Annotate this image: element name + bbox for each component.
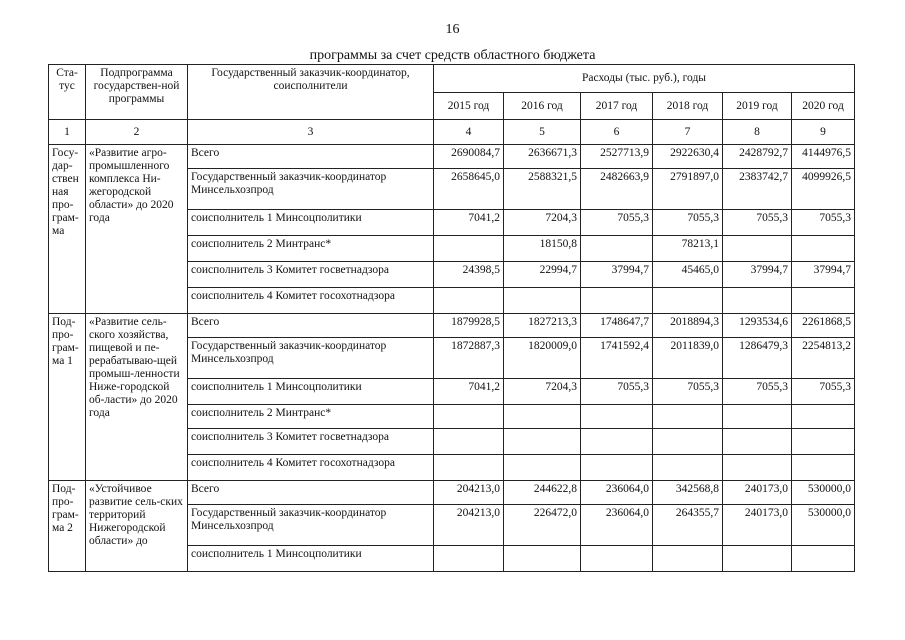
column-index: 2 [86,120,188,145]
amount-cell [504,288,581,314]
amount-cell: 37994,7 [581,262,653,288]
amount-cell [653,288,723,314]
amount-cell: 24398,5 [434,262,504,288]
amount-cell: 530000,0 [792,505,855,546]
header-year: 2016 год [504,93,581,120]
amount-cell [504,405,581,429]
executor-cell: соисполнитель 4 Комитет госохотнадзора [188,455,434,481]
amount-cell [723,546,792,572]
executor-cell: соисполнитель 2 Минтранс* [188,405,434,429]
amount-cell: 2791897,0 [653,169,723,210]
amount-cell: 45465,0 [653,262,723,288]
column-index: 6 [581,120,653,145]
amount-cell: 2690084,7 [434,145,504,169]
amount-cell: 1827213,3 [504,314,581,338]
amount-cell: 204213,0 [434,481,504,505]
amount-cell [581,288,653,314]
amount-cell: 342568,8 [653,481,723,505]
amount-cell: 18150,8 [504,236,581,262]
amount-cell: 2011839,0 [653,338,723,379]
column-index: 5 [504,120,581,145]
amount-cell [434,288,504,314]
header-year: 2017 год [581,93,653,120]
amount-cell: 4144976,5 [792,145,855,169]
table-caption: программы за счет средств областного бюджета [309,48,596,63]
amount-cell [581,429,653,455]
amount-cell [792,236,855,262]
executor-cell: соисполнитель 3 Комитет госветнадзора [188,429,434,455]
amount-cell: 236064,0 [581,481,653,505]
column-index-row [49,120,855,145]
amount-cell [504,455,581,481]
column-index: 8 [723,120,792,145]
amount-cell: 2018894,3 [653,314,723,338]
amount-cell [434,546,504,572]
amount-cell [792,405,855,429]
column-index: 1 [49,120,86,145]
budget-table [48,64,855,572]
amount-cell [581,236,653,262]
program-cell: «Устойчивое развитие сель-ских территорий Нижегородской области» до [86,481,188,572]
amount-cell [434,429,504,455]
executor-cell: Всего [188,314,434,338]
amount-cell: 240173,0 [723,505,792,546]
executor-cell: соисполнитель 3 Комитет госветнадзора [188,262,434,288]
amount-cell: 7204,3 [504,210,581,236]
executor-cell: соисполнитель 1 Минсоцполитики [188,546,434,572]
amount-cell: 204213,0 [434,505,504,546]
amount-cell: 37994,7 [723,262,792,288]
amount-cell: 4099926,5 [792,169,855,210]
amount-cell: 7055,3 [792,210,855,236]
amount-cell: 2383742,7 [723,169,792,210]
page-number: 16 [445,22,460,37]
amount-cell [581,546,653,572]
amount-cell: 1293534,6 [723,314,792,338]
status-cell: Под-про-грам-ма 1 [49,314,86,481]
amount-cell: 7055,3 [723,379,792,405]
amount-cell: 2527713,9 [581,145,653,169]
amount-cell: 22994,7 [504,262,581,288]
amount-cell: 2428792,7 [723,145,792,169]
amount-cell [723,429,792,455]
header-status: Ста-тус [49,65,86,120]
column-index: 9 [792,120,855,145]
header-subprogram: Подпрограмма государствен-ной программы [86,65,188,120]
amount-cell: 2922630,4 [653,145,723,169]
amount-cell [653,429,723,455]
amount-cell [581,405,653,429]
amount-cell: 226472,0 [504,505,581,546]
amount-cell: 7041,2 [434,379,504,405]
amount-cell: 7055,3 [653,210,723,236]
amount-cell: 1286479,3 [723,338,792,379]
amount-cell [792,546,855,572]
executor-cell: Государственный заказчик-координатор Минсельхозпрод [188,505,434,546]
program-cell: «Развитие сель-ского хозяйства, пищевой и пе-рерабатываю-щей промыш-ленности Ниже-городской об-ласти» до 2020 года [86,314,188,481]
amount-cell: 2254813,2 [792,338,855,379]
amount-cell: 2636671,3 [504,145,581,169]
amount-cell [653,546,723,572]
executor-cell: Всего [188,145,434,169]
status-cell: Госу-дар-ствен ная про-грам-ма [49,145,86,314]
amount-cell [581,455,653,481]
amount-cell: 1879928,5 [434,314,504,338]
amount-cell: 1820009,0 [504,338,581,379]
header-year: 2019 год [723,93,792,120]
amount-cell: 7055,3 [653,379,723,405]
amount-cell: 78213,1 [653,236,723,262]
program-cell: «Развитие агро-промышленного комплекса Ни-жегородской области» до 2020 года [86,145,188,314]
column-index: 3 [188,120,434,145]
amount-cell [434,236,504,262]
amount-cell: 1872887,3 [434,338,504,379]
header-customer: Государственный заказчик-координатор, соисполнители [188,65,434,120]
executor-cell: соисполнитель 4 Комитет госохотнадзора [188,288,434,314]
amount-cell: 7041,2 [434,210,504,236]
amount-cell: 240173,0 [723,481,792,505]
amount-cell: 7055,3 [581,210,653,236]
column-index: 7 [653,120,723,145]
amount-cell [792,429,855,455]
amount-cell: 530000,0 [792,481,855,505]
amount-cell: 2658645,0 [434,169,504,210]
executor-cell: соисполнитель 2 Минтранс* [188,236,434,262]
table-row [49,314,855,338]
table-row [49,481,855,505]
amount-cell [723,236,792,262]
executor-cell: Государственный заказчик-координатор Минсельхозпрод [188,338,434,379]
amount-cell [723,405,792,429]
header-expenses: Расходы (тыс. руб.), годы [434,65,855,93]
executor-cell: соисполнитель 1 Минсоцполитики [188,379,434,405]
amount-cell [434,405,504,429]
amount-cell: 7204,3 [504,379,581,405]
amount-cell: 1741592,4 [581,338,653,379]
amount-cell: 236064,0 [581,505,653,546]
amount-cell: 7055,3 [723,210,792,236]
table-row [49,145,855,169]
amount-cell: 2482663,9 [581,169,653,210]
amount-cell [653,455,723,481]
header-year: 2015 год [434,93,504,120]
amount-cell [504,429,581,455]
executor-cell: Государственный заказчик-координатор Минсельхозпрод [188,169,434,210]
amount-cell: 2261868,5 [792,314,855,338]
amount-cell [792,288,855,314]
header-year: 2020 год [792,93,855,120]
amount-cell: 244622,8 [504,481,581,505]
amount-cell: 37994,7 [792,262,855,288]
executor-cell: соисполнитель 1 Минсоцполитики [188,210,434,236]
header-year: 2018 год [653,93,723,120]
amount-cell [723,455,792,481]
amount-cell: 2588321,5 [504,169,581,210]
amount-cell [504,546,581,572]
amount-cell [792,455,855,481]
column-index: 4 [434,120,504,145]
amount-cell [653,405,723,429]
amount-cell: 264355,7 [653,505,723,546]
amount-cell: 7055,3 [792,379,855,405]
amount-cell [723,288,792,314]
status-cell: Под-про-грам-ма 2 [49,481,86,572]
amount-cell [434,455,504,481]
executor-cell: Всего [188,481,434,505]
amount-cell: 7055,3 [581,379,653,405]
amount-cell: 1748647,7 [581,314,653,338]
